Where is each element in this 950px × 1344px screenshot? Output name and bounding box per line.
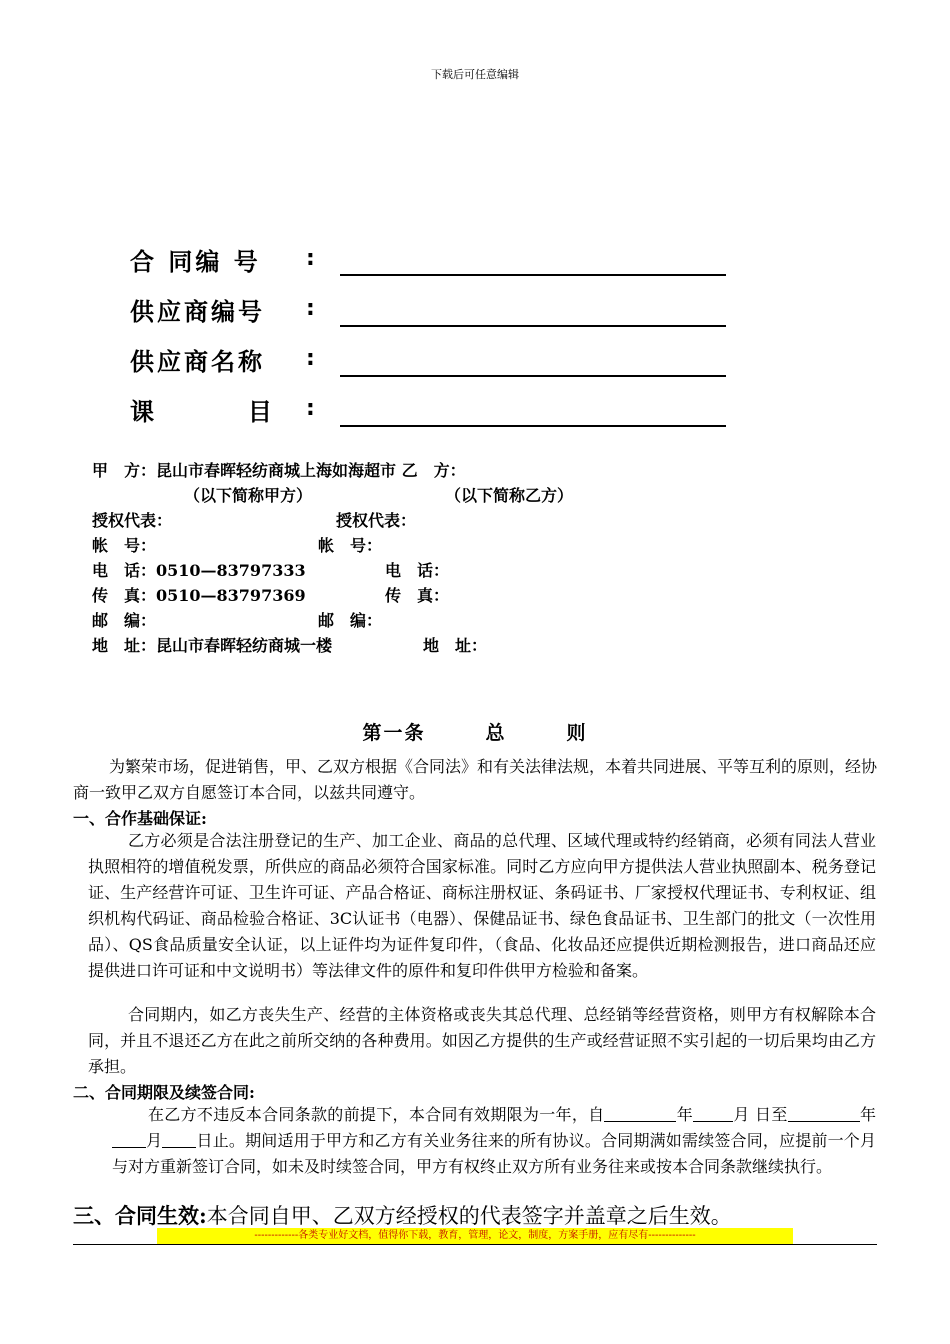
intro-paragraph: 为繁荣市场，促进销售，甲、乙双方根据《合同法》和有关法律法规，本着共同进展、平等互利的原则，经协商一致甲乙双方自愿签订本合同，以兹共同遵守。	[73, 757, 878, 802]
end-day-blank[interactable]	[162, 1131, 196, 1148]
party-b-account: 帐 号：	[318, 536, 383, 555]
supplier-number-line[interactable]	[340, 325, 726, 327]
party-a-account: 帐 号：	[92, 536, 157, 555]
section-3-text: 本合同自甲、乙双方经授权的代表签字并盖章之后生效。	[206, 1204, 732, 1228]
supplier-name-label: 供应商名称	[130, 348, 265, 376]
start-month-blank[interactable]	[693, 1105, 733, 1122]
party-b-zip: 邮 编：	[318, 611, 383, 630]
start-year-blank[interactable]	[604, 1105, 676, 1122]
contract-number-line[interactable]	[340, 274, 726, 276]
subject-colon: :	[306, 396, 315, 421]
article-title-char-2: 则	[566, 722, 588, 744]
term-text-6: 月	[146, 1131, 163, 1150]
header-note: 下载后可任意编辑	[431, 68, 519, 81]
party-a-phone: 电 话：0510—83797333	[92, 561, 306, 580]
section-3-heading: 三、合同生效:	[73, 1203, 207, 1228]
article-title-char-1: 总	[485, 722, 507, 744]
section-3-line	[73, 1200, 732, 1230]
section-1-paragraph-2: 合同期内，如乙方丧失生产、经营的主体资格或丧失其总代理、总经销等经营资格，则甲方有权解除本合同，并且不退还乙方在此之前所交纳的各种费用。如因乙方提供的生产或经营证照不实引起的一切后果均由乙方承担。	[88, 1005, 876, 1076]
party-b-phone: 电 话：	[385, 561, 450, 580]
supplier-name-colon: :	[306, 346, 315, 371]
party-row-names: 甲 方：昆山市春晖轻纺商城上海如海超市 乙 方：	[92, 461, 466, 480]
term-text-3: 月	[733, 1105, 750, 1124]
contract-number-colon: :	[306, 246, 315, 271]
subject-label: 课 目	[130, 398, 275, 426]
party-b-address: 地 址：	[423, 636, 488, 655]
end-year-blank[interactable]	[788, 1105, 860, 1122]
subject-line[interactable]	[340, 425, 726, 427]
party-b-shortname: （以下简称乙方）	[445, 486, 574, 505]
party-a-shortname: （以下简称甲方）	[184, 486, 313, 505]
section-1-heading: 一、合作基础保证:	[73, 809, 207, 828]
term-text-4: 日至	[755, 1105, 788, 1124]
party-a-fax: 传 真：0510—83797369	[92, 586, 306, 605]
footer-rule	[73, 1244, 877, 1245]
contract-number-label: 合 同编 号	[130, 248, 261, 276]
party-b-rep: 授权代表：	[336, 511, 417, 530]
term-text-2: 年	[676, 1105, 694, 1124]
party-a-address: 地 址：昆山市春晖轻纺商城一楼	[92, 636, 333, 655]
supplier-number-colon: :	[306, 296, 315, 321]
supplier-name-line[interactable]	[340, 375, 726, 377]
section-2-heading: 二、合同期限及续签合同:	[73, 1083, 255, 1102]
section-2-paragraph	[112, 1102, 876, 1180]
supplier-number-label: 供应商编号	[130, 298, 265, 326]
term-text-5: 年	[859, 1105, 876, 1124]
end-month-blank[interactable]	[112, 1131, 146, 1148]
party-a-zip: 邮 编：	[92, 611, 157, 630]
article-number: 第一条	[362, 722, 426, 744]
term-text-7: 日止。期间适用于甲方和乙方有关业务往来的所有协议。合同期满如需续签合同，应提前一个月与对方重新签订合同，如未及时续签合同，甲方有权终止双方所有业务往来或按本合同条款继续执行。	[112, 1131, 876, 1176]
party-b-fax: 传 真：	[385, 586, 450, 605]
footer-banner: -------------各类专业好文档，值得你下载，教育，管理，论文，制度，方案手册，应有尽有--------------	[157, 1228, 793, 1244]
article-title	[0, 718, 950, 745]
party-a-rep: 授权代表：	[92, 511, 173, 530]
term-text-1: 在乙方不违反本合同条款的前提下，本合同有效期限为一年，自	[148, 1105, 605, 1124]
section-1-paragraph-1: 乙方必须是合法注册登记的生产、加工企业、商品的总代理、区域代理或特约经销商，必须有同法人营业执照相符的增值税发票，所供应的商品必须符合国家标准。同时乙方应向甲方提供法人营业执照副本、税务登记证、生产经营许可证、卫生许可证、产品合格证、商标注册权证、条码证书、厂家授权代理证书、专利权证、组织机构代码证、商品检验合格证、3C认证书（电器）、保健品证书、绿色食品证书、卫生部门的批文（一次性用品）、QS食品质量安全认证，以上证件均为证件复印件，（食品、化妆品还应提供近期检测报告，进口商品还应提供进口许可证和中文说明书）等法律文件的原件和复印件供甲方检验和备案。	[88, 831, 876, 980]
